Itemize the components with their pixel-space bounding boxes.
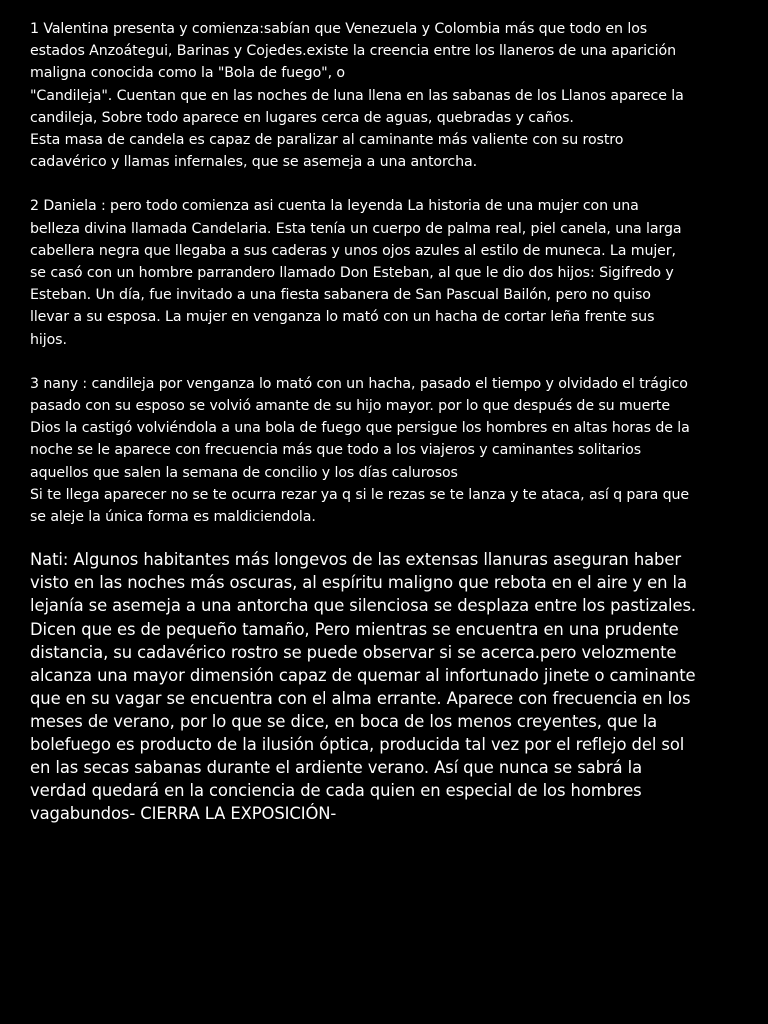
notes-page xyxy=(30,18,746,842)
paragraph-valentina: 1 Valentina presenta y comienza:sabían que Venezuela y Colombia más que todo en los estados Anzoátegui, Barinas y Cojedes.existe la creencia entre los llaneros de una aparición maligna conocida como la "Bola de fuego", o "Candileja". Cuentan que en las noches de luna llena en las sabanas de los Llanos aparece la candileja, Sobre todo aparece en lugares cerca de aguas, quebradas y caños. Esta masa de candela es capaz de paralizar al caminante más valiente con su rostro cadavérico y llamas infernales, que se asemeja a una antorcha. xyxy=(30,21,684,171)
paragraph-nany: 3 nany : candileja por venganza lo mató con un hacha, pasado el tiempo y olvidado el trágico pasado con su esposo se volvió amante de su hijo mayor. por lo que después de su muerte Dios la castigó volviéndola a una bola de fuego que persigue los hombres en altas horas de la noche se le aparece con frecuencia más que todo a los viajeros y caminantes solitarios aquellos que salen la semana de concilio y los días calurosos Si te llega aparecer no se te ocurra rezar ya q si le rezas se te lanza y te ataca, así q para que se aleje la única forma es maldiciendola. xyxy=(30,375,690,526)
paragraph-nati: Nati: Algunos habitantes más longevos de las extensas llanuras aseguran haber visto en las noches más oscuras, al espíritu maligno que rebota en el aire y en la lejanía se asemeja a una antorcha que silenciosa se desplaza entre los pastizales. Dicen que es de pequeño tamaño, Pero mientras se encuentra en una prudente distancia, su cadavérico rostro se puede observar si se acerca.pero velozmente alcanza una mayor dimensión capaz de quemar al infortunado jinete o caminante que en su vagar se encuentra con el alma errante. Aparece con frecuencia en los meses de verano, por lo que se dice, en boca de los menos creyentes, que la bolefuego es producto de la ilusión óptica, producida tal vez por el reflejo del sol en las secas sabanas durante el ardiente verano. Así que nunca se sabrá la verdad quedará en la conciencia de cada quien en especial de los hombres vagabundos- CIERRA LA EXPOSICIÓN- xyxy=(30,550,697,824)
paragraph-daniela: 2 Daniela : pero todo comienza asi cuenta la leyenda La historia de una mujer con una belleza divina llamada Candelaria. Esta tenía un cuerpo de palma real, piel canela, una larga cabellera negra que llegaba a sus caderas y unos ojos azules al estilo de muneca. La mujer, se casó con un hombre parrandero llamado Don Esteban, al que le dio dos hijos: Sigifredo y Esteban. Un día, fue invitado a una fiesta sabanera de San Pascual Bailón, pero no quiso llevar a su esposa. La mujer en venganza lo mató con un hacha de cortar leña frente sus hijos. xyxy=(30,198,682,348)
